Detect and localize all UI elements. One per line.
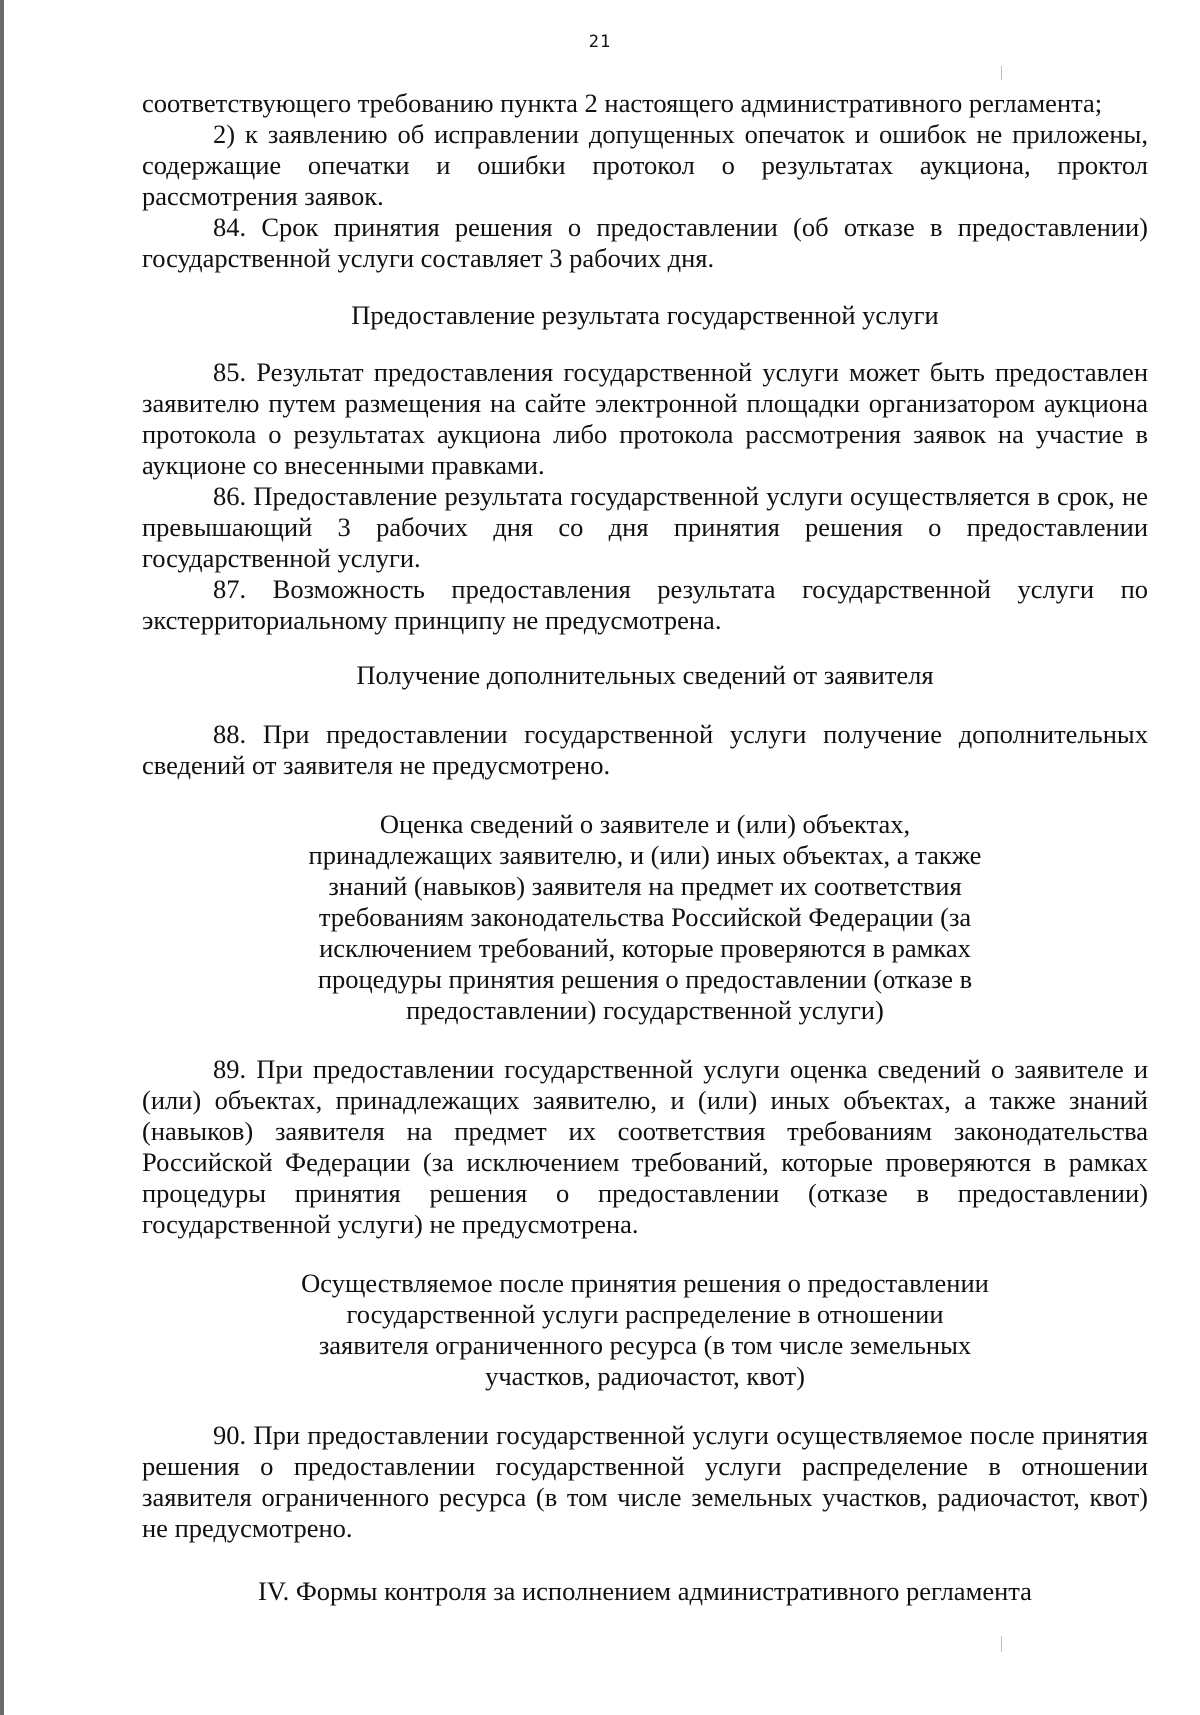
paragraph-87: 87. Возможность предоставления результата государственной услуги по экстерриториальному принципу не предусмотрена. bbox=[142, 574, 1148, 635]
paragraph-85: 85. Результат предоставления государственной услуги может быть предоставлен заявителю путем размещения на сайте электронной площадки организатором аукциона протокола о результатах аукциона либо протокола рассмотрения заявок на участие в аукционе со внесенными правками. bbox=[142, 357, 1148, 480]
heading-section-iv: IV. Формы контроля за исполнением административного регламента bbox=[258, 1576, 1032, 1606]
document-body bbox=[142, 88, 1148, 1607]
paragraph-89: 89. При предоставлении государственной услуги оценка сведений о заявителе и (или) объектах, принадлежащих заявителю, и (или) иных объектах, а также знаний (навыков) заявителя на предмет их соответствия требованиям законодательства Российской Федерации (за исключением требований, которые проверяются в рамках процедуры принятия решения о предоставлении (отказе в предоставлении) государственной услуги) не предусмотрена. bbox=[142, 1054, 1148, 1239]
page-number: 21 bbox=[588, 32, 612, 52]
paragraph-90: 90. При предоставлении государственной услуги осуществляемое после принятия решения о предоставлении государственной услуги распределение в отношении заявителя ограниченного ресурса (в том числе земельных участков, радиочастот, квот) не предусмотрено. bbox=[142, 1420, 1148, 1543]
paragraph-86: 86. Предоставление результата государственной услуги осуществляется в срок, не превышающий 3 рабочих дня со дня принятия решения о предоставлении государственной услуги. bbox=[142, 481, 1148, 573]
heading-result: Предоставление результата государственной услуги bbox=[351, 300, 939, 330]
paragraph-continuation: соответствующего требованию пункта 2 настоящего административного регламента; bbox=[142, 88, 1103, 118]
scan-artifact-mark bbox=[1001, 1636, 1002, 1652]
heading-assessment: Оценка сведений о заявителе и (или) объектах, принадлежащих заявителю, и (или) иных объектах, а также знаний (навыков) заявителя на предмет их соответствия требованиям законодательства Российской Федерации (за исключением требований, которые проверяются в рамках процедуры принятия решения о предоставлении (отказе в предоставлении) государственной услуги) bbox=[308, 809, 982, 1025]
paragraph-item-2: 2) к заявлению об исправлении допущенных опечаток и ошибок не приложены, содержащие опечатки и ошибки протокол о результатах аукциона, проктол рассмотрения заявок. bbox=[142, 119, 1148, 211]
heading-resource-distribution: Осуществляемое после принятия решения о предоставлении государственной услуги распределение в отношении заявителя ограниченного ресурса (в том числе земельных участков, радиочастот, квот) bbox=[301, 1268, 989, 1391]
scan-artifact-mark bbox=[1001, 66, 1002, 80]
paragraph-88: 88. При предоставлении государственной услуги получение дополнительных сведений от заявителя не предусмотрено. bbox=[142, 719, 1148, 780]
paragraph-84: 84. Срок принятия решения о предоставлении (об отказе в предоставлении) государственной услуги составляет 3 рабочих дня. bbox=[142, 212, 1148, 273]
heading-additional-info: Получение дополнительных сведений от заявителя bbox=[356, 660, 934, 690]
